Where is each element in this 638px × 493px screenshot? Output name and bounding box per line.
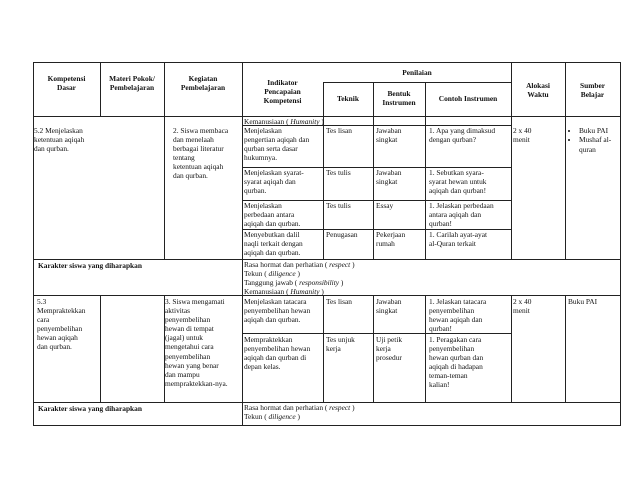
sumber-item: • Buku PAI [579, 126, 627, 135]
header-bentuk: Bentuk Instrumen [382, 89, 416, 108]
bentuk: Uji petik kerja prosedur [376, 335, 403, 363]
sumber-list-5-2 [567, 126, 627, 154]
rule [100, 295, 101, 402]
rule [323, 82, 511, 83]
karakter-label: Karakter siswa yang diharapkan [38, 261, 142, 270]
bentuk: Pekerjaan rumah [376, 230, 406, 249]
bentuk: Jawaban singkat [376, 168, 402, 187]
contoh: 1. Sebutkan syara- syarat hewan untuk aqiqah dan qurban! [429, 168, 487, 196]
kd-5-2: 5.2 Menjelaskan ketentuan aqiqah dan qurban. [34, 126, 85, 154]
alokasi-5-3: 2 x 40 menit [513, 297, 532, 316]
header-materi: Materi Pokok/ Pembelajaran [109, 74, 155, 93]
contoh: 1. Apa yang dimaksud dengan qurban? [429, 126, 496, 145]
rule [33, 62, 621, 63]
header-indikator: Indikator Pencapaian Kompetensi [263, 78, 302, 106]
rule [425, 82, 426, 259]
rule [373, 295, 374, 402]
bentuk: Jawaban singkat [376, 297, 402, 316]
indikator: Menjelaskan tatacara penyembelihan hewan aqiqah dan qurban. [244, 297, 311, 325]
teknik: Tes lisan [326, 126, 352, 135]
kegiatan-3: 3. Siswa mengamati aktivitas penyembelihan hewan di tempat (jagal) untuk mengetahui cara penyembelihan hewan yang benar dan mampu mempraktekkan-nya. [165, 297, 228, 388]
bentuk: Jawaban singkat [376, 126, 402, 145]
sumber-item: • Mushaf al-quran [579, 135, 627, 154]
teknik: Penugasan [326, 230, 358, 239]
header-kegiatan: Kegiatan Pembelajaran [180, 74, 226, 93]
rule [323, 295, 324, 402]
kegiatan-2: 2. Siswa membaca dan menelaah berbagai literatur tentang ketentuan aqiqah dan qurban. [173, 126, 229, 181]
teknik: Tes unjuk kerja [326, 335, 355, 354]
header-teknik: Teknik [337, 94, 359, 103]
karakter-values: Rasa hormat dan perhatian ( respect ) Tekun ( diligence ) Tanggung jawab ( responsibility ) Kemanusiaan ( Humanity ) [244, 260, 355, 297]
header-kompetensi: Kompetensi Dasar [47, 74, 86, 93]
teknik: Tes lisan [326, 297, 352, 306]
header-penilaian: Penilaian [402, 68, 432, 77]
rule [511, 295, 512, 402]
rule [620, 62, 621, 425]
rule [242, 62, 243, 425]
header-sumber: Sumber Belajar [579, 81, 606, 100]
karakter-values: Rasa hormat dan perhatian ( respect ) Tekun ( diligence ) [244, 403, 355, 422]
karakter-label: Karakter siswa yang diharapkan [38, 404, 142, 413]
rule [323, 82, 324, 259]
alokasi-5-2: 2 x 40 menit [513, 126, 532, 145]
lesson-plan-table [33, 62, 621, 464]
kd-5-3: 5.3 Mempraktekkan cara penyembelihan hewan aqiqah dan qurban. [37, 297, 86, 352]
karakter-kemanusiaan-text: Kemanusiaan ( Humanity ) [244, 117, 324, 126]
indikator: Menjelaskan perbedaan antara aqiqah dan qurban. [244, 201, 301, 229]
contoh: 1. Jelaskan tatacara penyembelihan hewan aqiqah dan qurban! [429, 297, 487, 334]
indikator: Menjelaskan pengertian aqiqah dan qurban serta dasar hukumnya. [244, 126, 310, 163]
rule [425, 295, 426, 402]
rule [565, 295, 566, 402]
indikator: Mempraktekkan penyembelihan hewan aqiqah dan qurban di depan kelas. [244, 335, 311, 372]
teknik: Tes tulis [326, 168, 351, 177]
rule [373, 82, 374, 259]
sumber-5-3: Buku PAI [568, 297, 598, 306]
contoh: 1. Carilah ayat-ayat al-Quran terkait [429, 230, 488, 249]
contoh: 1. Peragakan cara penyembelihan hewan qurban dan aqiqah di hadapan teman-teman kalian! [429, 335, 484, 390]
indikator: Menyebutkan dalil naqli terkait dengan aqiqah dan qurban. [244, 230, 303, 258]
indikator: Menjelaskan syarat- syarat aqiqah dan qurban. [244, 168, 304, 196]
karakter-kemanusiaan [244, 117, 444, 126]
rule [33, 425, 621, 426]
header-contoh: Contoh Instrumen [438, 94, 498, 103]
header-alokasi: Alokasi Waktu [526, 81, 550, 100]
rule [33, 62, 34, 425]
contoh: 1. Jelaskan perbedaan antara aqiqah dan qurban! [429, 201, 494, 229]
teknik: Tes tulis [326, 201, 351, 210]
bentuk: Essay [376, 201, 394, 210]
